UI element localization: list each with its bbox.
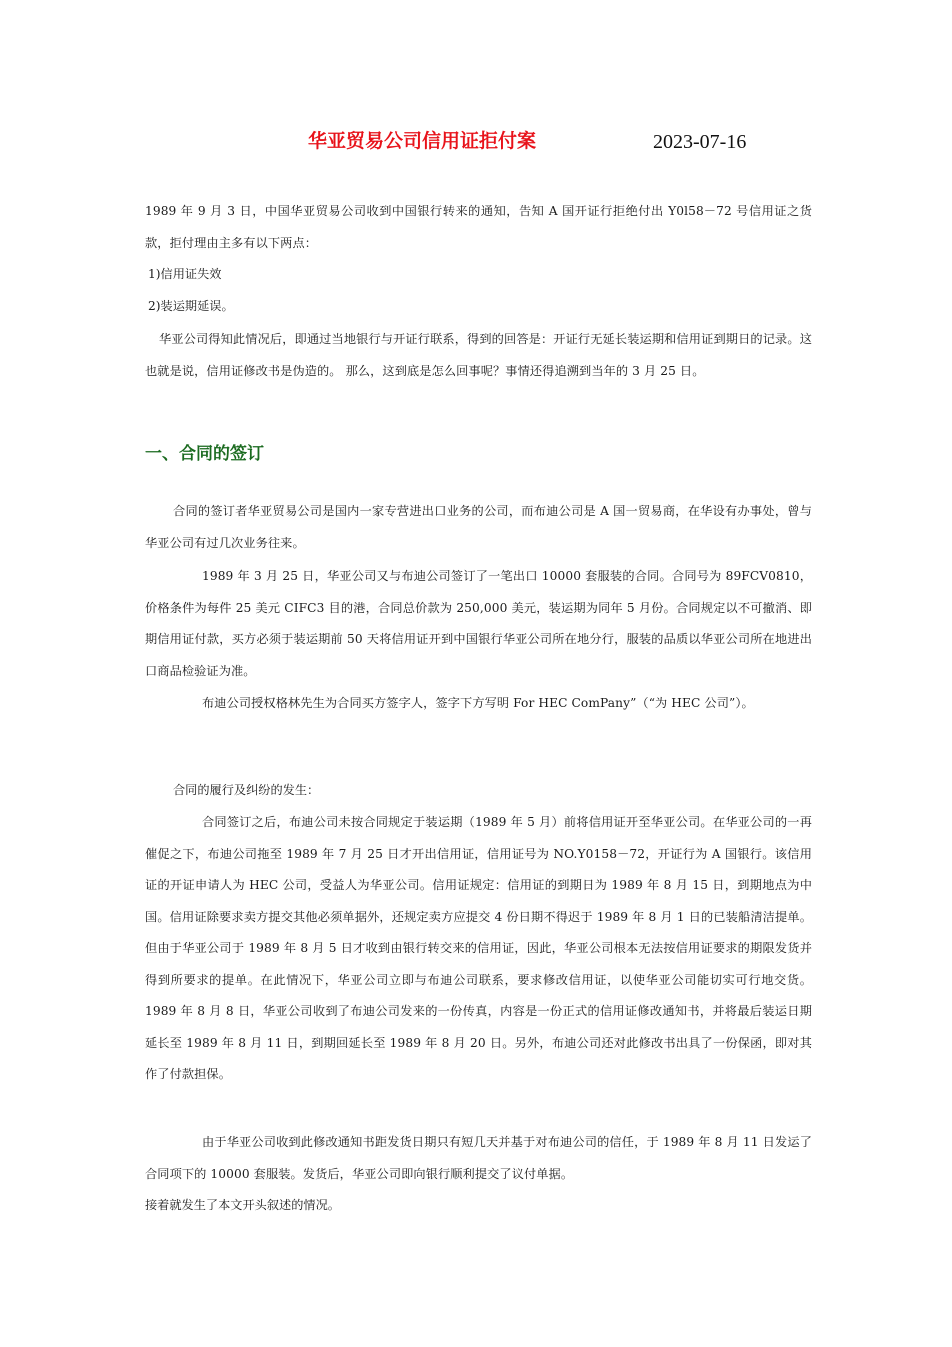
closing-line: 接着就发生了本文开头叙述的情况。 [145, 1198, 340, 1212]
intro-paragraph-1: 1989 年 9 月 3 日，中国华亚贸易公司收到中国银行转来的通知，告知 A 国开证行拒绝付出 Y0l58－72 号信用证之货款，拒付理由主多有以下两点： [145, 204, 812, 250]
reason-item-2: 2)装运期延误。 [148, 299, 234, 313]
section2-paragraph-1: 合同签订之后，布迪公司未按合同规定于装运期（1989 年 5 月）前将信用证开至华亚公司。在华亚公司的一再催促之下，布迪公司拖至 1989 年 7 月 25 日才开出信用证，信用证号为 NO.Y0158－72，开证行为 A 国银行。该信用证的开证申请人为 HEC 公司，受益人为华亚公司。信用证规定：信用证的到期日为 1989 年 8 月 15 日，到期地点为中国。信用证除要求卖方提交其他必须单据外，还规定卖方应提交 4 份日期不得迟于 1989 年 8 月 1 日的已装船清洁提单。但由于华亚公司于 1989 年 8 月 5 日才收到由银行转交来的信用证，因此，华亚公司根本无法按信用证要求的期限发货并得到所要求的提单。在此情况下，华亚公司立即与布迪公司联系，要求修改信用证，以使华亚公司能切实可行地交货。1989 年 8 月 8 日，华亚公司收到了布迪公司发来的一份传真，内容是一份正式的信用证修改通知书，并将最后装运日期延长至 1989 年 8 月 11 日，到期回延长至 1989 年 8 月 20 日。另外，布迪公司还对此修改书出具了一份保函，即对其作了付款担保。 [145, 815, 812, 1081]
title-row [0, 126, 952, 158]
intro-paragraph-2: 华亚公司得知此情况后，即通过当地银行与开证行联系，得到的回答是：开证行无延长装运期和信用证到期日的记录。这也就是说，信用证修改书是伪造的。 那么，这到底是怎么回事呢？事情还得追溯到当年的 3 月 25 日。 [145, 332, 812, 378]
section2-paragraph-2: 由于华亚公司收到此修改通知书距发货日期只有短几天并基于对布迪公司的信任，于 1989 年 8 月 11 日发运了合同项下的 10000 套服装。发货后，华亚公司即向银行顺利提交了议付单据。 [145, 1135, 812, 1181]
document-date: 2023-07-16 [653, 131, 747, 153]
section2-subheading: 合同的履行及纠纷的发生： [173, 783, 320, 797]
section1-paragraph-2: 1989 年 3 月 25 日，华亚公司又与布迪公司签订了一笔出口 10000 套服装的合同。合同号为 89FCV0810，价格条件为每件 25 美元 CIFC3 目的港，合同总价款为 250,000 美元，装运期为同年 5 月份。合同规定以不可撤消、即期信用证付款，买方必须于装运期前 50 天将信用证开到中国银行华亚公司所在地分行，服装的品质以华亚公司所在地进出口商品检验证为准。 [145, 569, 812, 678]
section1-paragraph-3: 布迪公司授权格林先生为合同买方签字人，签字下方写明 For HEC ComPany”（“为 HEC 公司”）。 [202, 696, 754, 710]
reason-item-1: 1)信用证失效 [148, 267, 222, 281]
document-title: 华亚贸易公司信用证拒付案 [308, 130, 537, 152]
section1-paragraph-1: 合同的签订者华亚贸易公司是国内一家专营进出口业务的公司，而布迪公司是 A 国一贸易商，在华设有办事处，曾与华亚公司有过几次业务往来。 [145, 504, 812, 550]
section-heading-contract-signing: 一、合同的签订 [145, 444, 264, 464]
